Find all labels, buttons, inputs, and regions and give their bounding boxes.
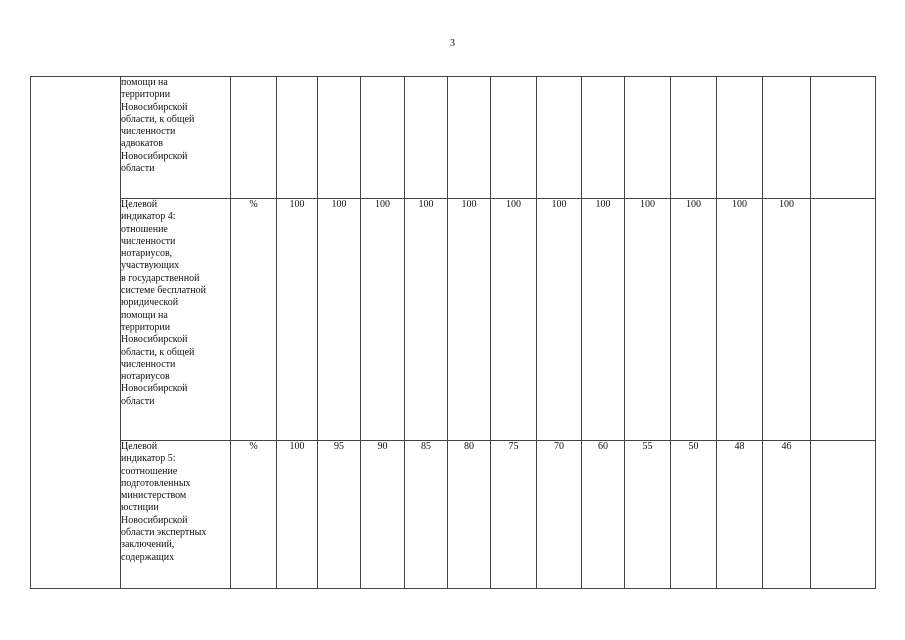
notes-cell [811, 441, 876, 589]
value-cell [582, 77, 625, 199]
value-cell [491, 77, 537, 199]
value-cell: 100 [448, 199, 491, 441]
value-cell: 95 [318, 441, 361, 589]
value-cell: 100 [491, 199, 537, 441]
value-cell: 70 [537, 441, 582, 589]
value-cell [763, 77, 811, 199]
value-cell: 100 [671, 199, 717, 441]
value-cell [448, 77, 491, 199]
unit-cell: % [231, 199, 277, 441]
value-cell [405, 77, 448, 199]
value-cell: 100 [361, 199, 405, 441]
value-cell: 75 [491, 441, 537, 589]
value-cell: 100 [537, 199, 582, 441]
table-row [31, 199, 876, 441]
value-cell [318, 77, 361, 199]
value-cell: 46 [763, 441, 811, 589]
value-cell: 100 [277, 441, 318, 589]
value-cell: 100 [625, 199, 671, 441]
unit-cell [231, 77, 277, 199]
indicator-description: Целевой индикатор 5: соотношение подготовленных министерством юстиции Новосибирской области экспертных заключений, содержащих [121, 441, 231, 589]
value-cell: 100 [277, 199, 318, 441]
value-cell [361, 77, 405, 199]
notes-cell [811, 199, 876, 441]
page-number: 3 [450, 38, 455, 49]
program-cell [31, 77, 121, 589]
value-cell: 60 [582, 441, 625, 589]
notes-cell [811, 77, 876, 199]
value-cell: 100 [763, 199, 811, 441]
unit-cell: % [231, 441, 277, 589]
value-cell [671, 77, 717, 199]
value-cell: 100 [582, 199, 625, 441]
value-cell: 48 [717, 441, 763, 589]
table-row [31, 441, 876, 589]
value-cell: 50 [671, 441, 717, 589]
indicators-table [30, 76, 876, 589]
value-cell: 85 [405, 441, 448, 589]
value-cell: 100 [318, 199, 361, 441]
value-cell: 90 [361, 441, 405, 589]
value-cell: 80 [448, 441, 491, 589]
value-cell [277, 77, 318, 199]
value-cell [717, 77, 763, 199]
value-cell [625, 77, 671, 199]
indicator-description: помощи на территории Новосибирской области, к общей численности адвокатов Новосибирской области [121, 77, 231, 199]
value-cell: 55 [625, 441, 671, 589]
value-cell: 100 [405, 199, 448, 441]
table-row [31, 77, 876, 199]
indicator-description: Целевой индикатор 4: отношение численности нотариусов, участвующих в государственной системе бесплатной юридической помощи на территории Новосибирской области, к общей численности нотариусов Новосибирской области [121, 199, 231, 441]
value-cell: 100 [717, 199, 763, 441]
value-cell [537, 77, 582, 199]
